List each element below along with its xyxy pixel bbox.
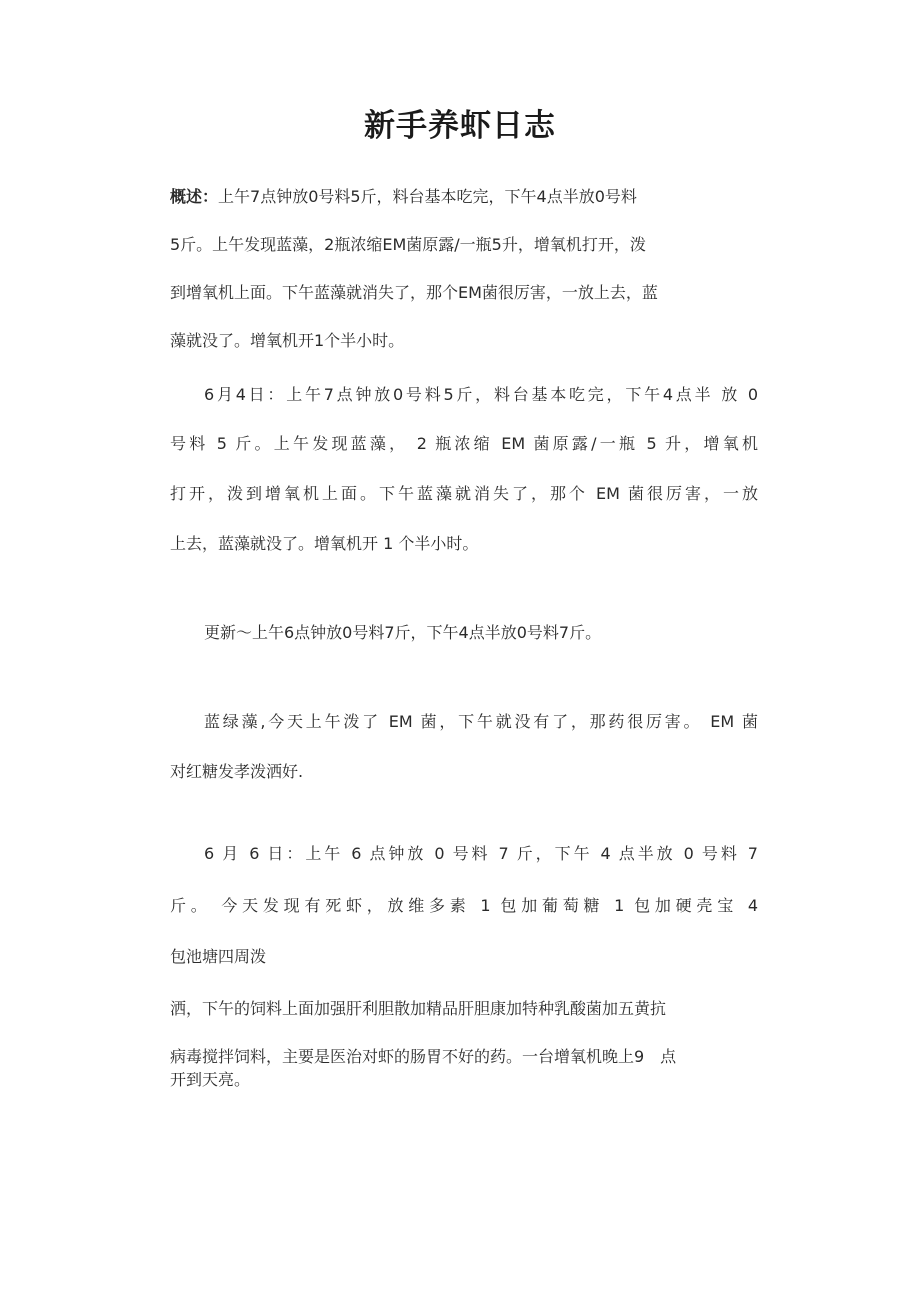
june4-line-4: 上去，蓝藻就没了。增氧机开 1 个半小时。: [170, 534, 479, 553]
update-line-1: 更新～上午6点钟放0号料7斤，下午4点半放0号料7斤。: [204, 623, 602, 642]
overview-line-3: 到增氧机上面。下午蓝藻就消失了，那个EM菌很厉害，一放上去，蓝: [170, 283, 658, 302]
june6-line-5: 病毒搅拌饲料，主要是医治对虾的肠胃不好的药。一台增氧机晚上9 点: [170, 1047, 677, 1066]
overview-line-2: 5斤。上午发现蓝藻，2瓶浓缩EM菌原露/一瓶5升，增氧机打开，泼: [170, 235, 646, 254]
overview-text-1: 上午7点钟放0号料5斤，料台基本吃完，下午4点半放0号料: [218, 187, 637, 206]
june6-line-1: 6 月 6 日：上午 6 点钟放 0 号料 7 斤，下午 4 点半放 0 号料 7: [204, 844, 758, 863]
june6-line-2: 斤。 今天发现有死虾，放维多素 1 包加葡萄糖 1 包加硬壳宝 4: [170, 896, 758, 915]
june6-line-4: 洒，下午的饲料上面加强肝利胆散加精品肝胆康加特种乳酸菌加五黄抗: [170, 999, 667, 1018]
bluegreen-line-2: 对红糖发孝泼洒好.: [170, 762, 304, 781]
june4-line-2: 号料 5 斤。上午发现蓝藻， 2 瓶浓缩 EM 菌原露/一瓶 5 升，增氧机: [170, 434, 758, 453]
june4-line-1: 6月4日：上午7点钟放0号料5斤，料台基本吃完，下午4点半 放 0: [204, 385, 758, 404]
page-title: 新手养虾日志: [364, 108, 556, 144]
overview-line-1: [170, 186, 637, 208]
overview-line-4: 藻就没了。增氧机开1个半小时。: [170, 331, 405, 350]
june6-line-3: 包池塘四周泼: [170, 947, 267, 966]
bluegreen-line-1: 蓝绿藻,今天上午泼了 EM 菌，下午就没有了，那药很厉害。 EM 菌: [204, 712, 758, 731]
june4-line-3: 打开，泼到增氧机上面。下午蓝藻就消失了，那个 EM 菌很厉害，一放: [170, 484, 758, 503]
june6-line-6: 开到天亮。: [170, 1070, 251, 1089]
overview-label: 概述：: [170, 187, 219, 206]
